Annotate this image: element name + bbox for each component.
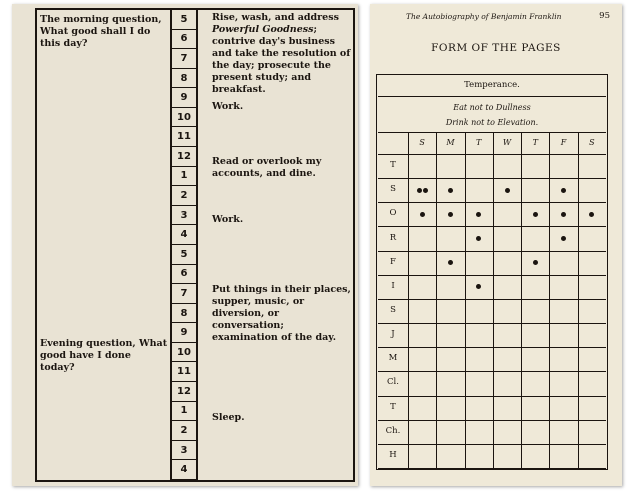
activity-emphasis: Powerful Goodness	[212, 24, 314, 35]
hour-cell: 8	[172, 69, 196, 89]
virtue-heading: Temperance.	[378, 74, 606, 97]
schedule-page	[12, 4, 358, 486]
fault-mark	[448, 188, 453, 193]
hour-cell: 6	[172, 265, 196, 285]
virtue-chart-page	[370, 4, 622, 486]
hour-cell: 4	[172, 225, 196, 245]
virtue-label: S	[390, 305, 396, 315]
grid-rule	[493, 132, 494, 468]
evening-question: Evening question, What good have I done today?	[40, 338, 168, 373]
grid-rule	[436, 132, 437, 468]
day-label: F	[560, 138, 567, 147]
day-label: T	[532, 138, 538, 147]
day-label: S	[419, 138, 425, 147]
virtue-label: T	[390, 401, 396, 412]
hour-cell: 12	[172, 382, 196, 402]
fault-mark	[561, 188, 566, 193]
hour-cell: 9	[172, 88, 196, 108]
virtue-label: J	[391, 329, 395, 340]
hour-cell: 6	[172, 30, 196, 50]
activity-read-and-dine: Read or overlook my accounts, and dine.	[212, 156, 322, 179]
page-number: 95	[599, 11, 610, 21]
running-head: The Autobiography of Benjamin Franklin	[406, 12, 562, 21]
virtue-label: R	[389, 232, 397, 243]
hour-cell: 1	[172, 402, 196, 422]
hour-cell: 1	[172, 167, 196, 187]
day-label: S	[589, 138, 595, 147]
fault-mark	[448, 212, 453, 217]
grid-rule	[378, 468, 606, 469]
day-label: M	[446, 138, 455, 147]
fault-mark	[505, 188, 510, 193]
hour-cell: 7	[172, 49, 196, 69]
grid-rule	[521, 132, 522, 468]
grid-rule	[549, 132, 550, 468]
morning-question: The morning question, What good shall I do this day?	[40, 14, 162, 49]
fault-mark	[561, 212, 566, 217]
hour-cell: 10	[172, 108, 196, 128]
activity-sleep: Sleep.	[212, 412, 245, 423]
day-label: W	[502, 138, 512, 147]
hour-cell: 5	[172, 245, 196, 265]
virtue-label: H	[389, 449, 397, 460]
virtue-label: Cl.	[387, 377, 399, 388]
hour-cell: 3	[172, 206, 196, 226]
hour-cell: 8	[172, 304, 196, 324]
activity-text: Rise, wash, and address	[212, 12, 339, 23]
hour-cell: 7	[172, 284, 196, 304]
form-title: FORM OF THE PAGES	[431, 42, 561, 54]
virtue-label: F	[390, 256, 396, 267]
activity-text: ; contrive day's business and take the resolution of the day; prosecute the present study; and breakfast.	[212, 24, 351, 95]
precept-line-1: Eat not to Dullness	[453, 103, 531, 112]
grid-rule	[578, 132, 579, 468]
hour-cell: 2	[172, 186, 196, 206]
precept-line-2: Drink not to Elevation.	[445, 118, 539, 127]
virtue-label: I	[391, 280, 395, 291]
fault-mark	[420, 212, 425, 217]
virtue-label: T	[390, 160, 396, 171]
fault-mark	[533, 212, 538, 217]
virtue-label: M	[388, 353, 398, 364]
hour-cell: 5	[172, 10, 196, 30]
activity-work-morning: Work.	[212, 101, 244, 112]
hour-column	[170, 10, 198, 480]
hour-cell: 10	[172, 343, 196, 363]
hour-cell: 4	[172, 460, 196, 480]
hour-cell: 11	[172, 363, 196, 383]
activity-morning-routine	[212, 12, 352, 96]
virtue-label: Ch.	[385, 425, 401, 436]
hour-cell: 2	[172, 421, 196, 441]
hour-cell: 12	[172, 147, 196, 167]
virtue-label: S	[390, 184, 396, 195]
hour-cell: 11	[172, 128, 196, 148]
hour-cell: 3	[172, 441, 196, 461]
fault-mark	[423, 188, 428, 193]
virtue-label: O	[389, 208, 397, 219]
fault-mark	[533, 260, 538, 265]
hour-cell: 9	[172, 323, 196, 343]
fault-mark	[417, 188, 422, 193]
grid-rule	[408, 132, 409, 468]
grid-rule	[465, 132, 466, 468]
day-label: T	[476, 138, 482, 147]
activity-work-afternoon: Work.	[212, 214, 244, 225]
activity-evening: Put things in their places, supper, music, or diversion, or conversation; examination of the day.	[212, 284, 351, 343]
